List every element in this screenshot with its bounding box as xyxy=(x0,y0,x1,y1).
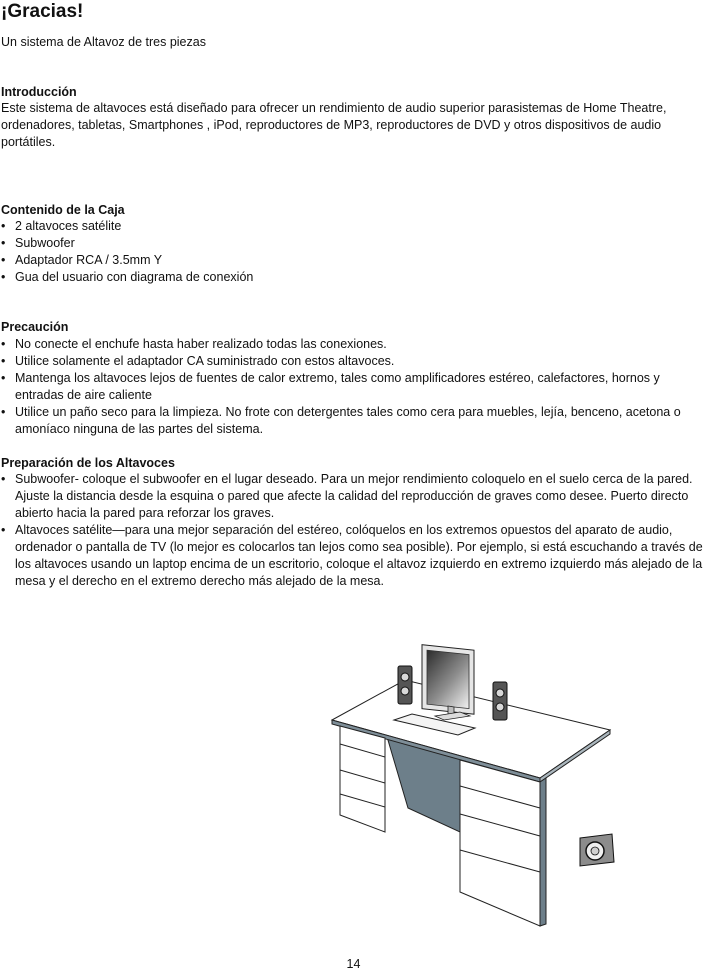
speaker-driver xyxy=(496,689,504,697)
monitor-screen xyxy=(427,650,469,708)
list-item: • Gua del usuario con diagrama de conexión xyxy=(1,269,703,286)
page-title: ¡Gracias! xyxy=(1,1,84,22)
intro-heading: Introducción xyxy=(1,85,77,99)
right-pedestal-side xyxy=(540,778,546,926)
subtitle: Un sistema de Altavoz de tres piezas xyxy=(1,35,206,49)
list-item: • Adaptador RCA / 3.5mm Y xyxy=(1,252,703,269)
list-item: • Subwoofer xyxy=(1,235,703,252)
right-pedestal xyxy=(460,760,540,926)
speaker-driver xyxy=(401,673,409,681)
intro-text: Este sistema de altavoces está diseñado para ofrecer un rendimiento de audio superior parasistemas de Home Theatre, ordenadores, tabletas, Smartphones , iPod, reproductores de MP3, reproductores de DVD y otros dispositivos de audio portátiles. xyxy=(1,101,667,149)
box-contents-list xyxy=(1,218,703,286)
left-speaker xyxy=(398,666,412,704)
right-speaker xyxy=(493,682,507,720)
list-item: • No conecte el enchufe hasta haber realizado todas las conexiones. xyxy=(1,336,703,353)
list-item: • 2 altavoces satélite xyxy=(1,218,703,235)
list-item: • Altavoces satélite—para una mejor separación del estéreo, colóquelos en los extremos opuestos del aparato de audio, ordenador o pantalla de TV (lo mejor es colocarlos tan lejos como sea posible). Por ejemplo, si está escuchando a través de los altavoces usando un laptop encima de un escritorio, coloque el altavoz izquierdo en extremo izquierdo más alejado de la mesa y el derecho en el extremo derecho más alejado de la mesa. xyxy=(1,522,703,590)
list-item: • Utilice solamente el adaptador CA suministrado con estos altavoces. xyxy=(1,353,703,370)
left-pedestal xyxy=(340,726,385,832)
list-item: • Mantenga los altavoces lejos de fuentes de calor extremo, tales como amplificadores estéreo, calefactores, hornos y entradas de aire caliente xyxy=(1,370,703,404)
desk-setup-illustration xyxy=(330,630,630,930)
box-contents-heading: Contenido de la Caja xyxy=(1,203,125,217)
speaker-driver xyxy=(401,687,409,695)
speaker-driver xyxy=(496,703,504,711)
setup-heading: Preparación de los Altavoces xyxy=(1,456,175,470)
list-item: • Utilice un paño seco para la limpieza. No frote con detergentes tales como cera para muebles, lejía, benceno, acetona o amoníaco ninguna de las partes del sistema. xyxy=(1,404,703,438)
list-item: • Subwoofer- coloque el subwoofer en el lugar deseado. Para un mejor rendimiento coloquelo en el suelo cerca de la pared. Ajuste la distancia desde la esquina o pared que afecte la calidad del reproducción de graves como desee. Puerto directo abierto hacia la pared para reforzar los graves. xyxy=(1,471,703,522)
caution-list xyxy=(1,336,703,438)
page-number: 14 xyxy=(346,957,361,971)
setup-list xyxy=(1,471,703,590)
caution-heading: Precaución xyxy=(1,320,69,334)
